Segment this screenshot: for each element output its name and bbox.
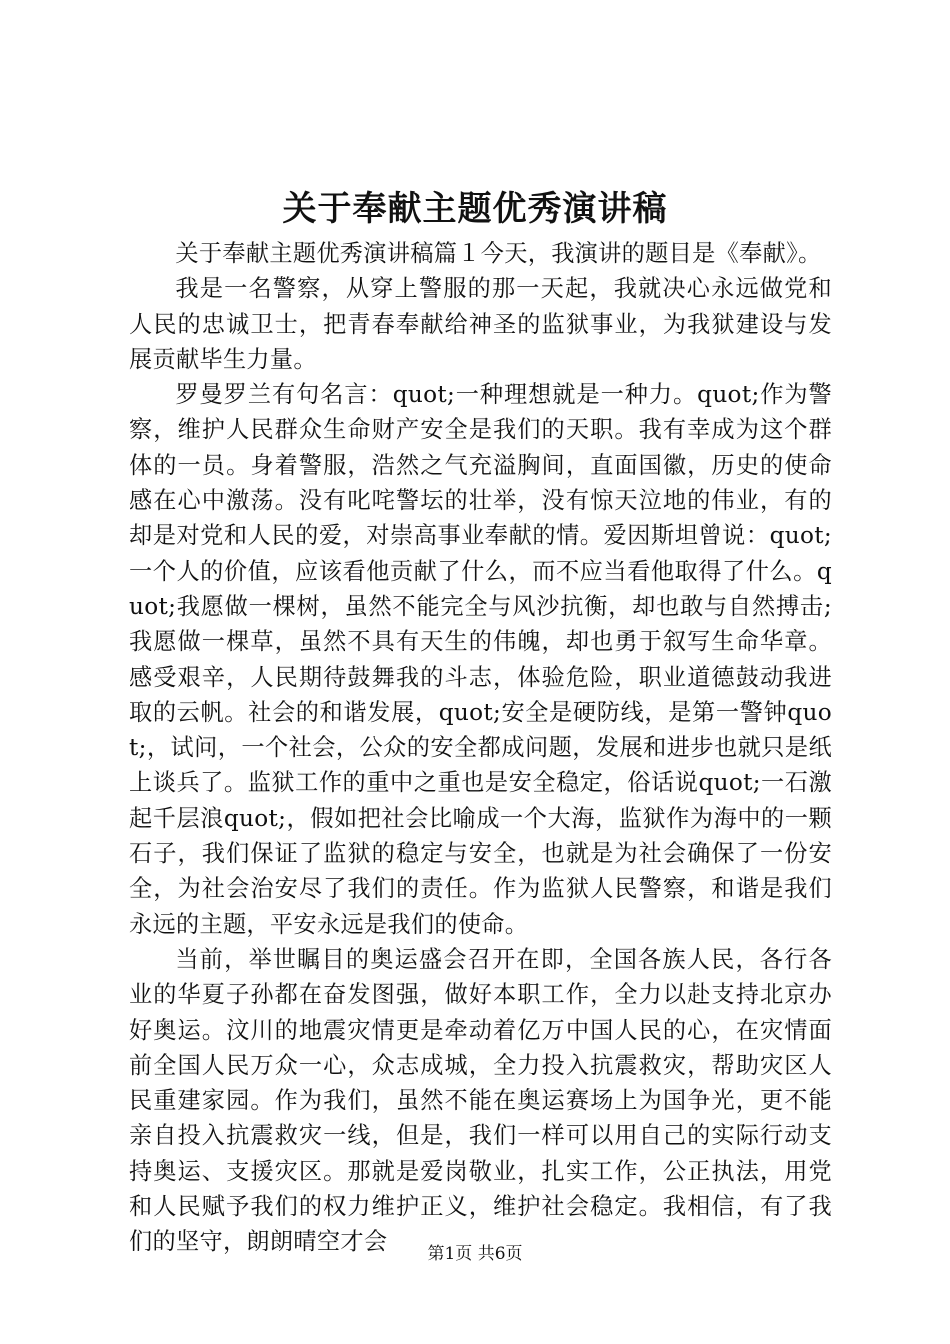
document-body	[129, 236, 832, 1260]
paragraph-2: 我是一名警察，从穿上警服的那一天起，我就决心永远做党和人民的忠诚卫士，把青春奉献给神圣的监狱事业，为我狱建设与发展贡献毕生力量。	[129, 275, 832, 373]
paragraph-3: 罗曼罗兰有句名言：quot;一种理想就是一种力。quot;作为警察，维护人民群众生命财产安全是我们的天职。我有幸成为这个群体的一员。身着警服，浩然之气充溢胸间，直面国徽，历史的使命感在心中激荡。没有叱咤警坛的壮举，没有惊天泣地的伟业，有的却是对党和人民的爱，对崇高事业奉献的情。爱因斯坦曾说：quot;一个人的价值，应该看他贡献了什么，而不应当看他取得了什么。quot;我愿做一棵树，虽然不能完全与风沙抗衡，却也敢与自然搏击;我愿做一棵草，虽然不具有天生的伟魄，却也勇于叙写生命华章。感受艰辛，人民期待鼓舞我的斗志，体验危险，职业道德鼓动我进取的云帆。社会的和谐发展，quot;安全是硬防线，是第一警钟quot;，试问，一个社会，公众的安全都成问题，发展和进步也就只是纸上谈兵了。监狱工作的重中之重也是安全稳定，俗话说quot;一石激起千层浪quot;，假如把社会比喻成一个大海，监狱作为海中的一颗石子，我们保证了监狱的稳定与安全，也就是为社会确保了一份安全，为社会治安尽了我们的责任。作为监狱人民警察，和谐是我们永远的主题，平安永远是我们的使命。	[129, 381, 832, 938]
paragraph-1: 关于奉献主题优秀演讲稿篇１今天，我演讲的题目是《奉献》。	[175, 240, 822, 267]
document-title: 关于奉献主题优秀演讲稿	[282, 189, 668, 229]
page-footer: 第1页 共6页	[427, 1244, 523, 1264]
paragraph-4: 当前，举世瞩目的奥运盛会召开在即，全国各族人民，各行各业的华夏子孙都在奋发图强，做好本职工作，全力以赴支持北京办好奥运。汶川的地震灾情更是牵动着亿万中国人民的心，在灾情面前全国人民万众一心，众志成城，全力投入抗震救灾，帮助灾区人民重建家园。作为我们，虽然不能在奥运赛场上为国争光，更不能亲自投入抗震救灾一线，但是，我们一样可以用自己的实际行动支持奥运、支援灾区。那就是爱岗敬业，扎实工作，公正执法，用党和人民赋予我们的权力维护正义，维护社会稳定。我相信，有了我们的坚守，朗朗晴空才会	[129, 945, 832, 1256]
